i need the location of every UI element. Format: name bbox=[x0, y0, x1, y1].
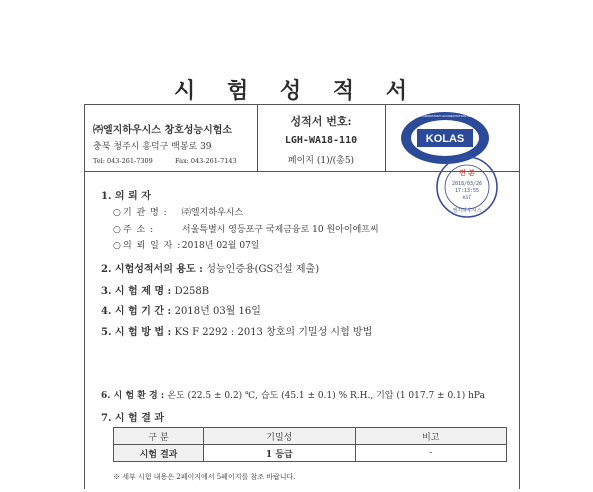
org-tel: Tel: 043-261-7309 bbox=[93, 157, 153, 165]
kolas-text: KOLAS bbox=[425, 133, 465, 145]
document-title: 시 험 성 적 서 bbox=[174, 78, 419, 104]
stamp-code: KST bbox=[462, 196, 472, 201]
section-client: 1. 의 뢰 자 bbox=[101, 191, 151, 202]
stamp-top: 진 본 bbox=[459, 169, 475, 177]
result-header-remark: 비고 bbox=[355, 428, 506, 445]
result-header-airtightness: 기밀성 bbox=[204, 428, 355, 445]
org-fax: Fax: 043-261-7143 bbox=[175, 157, 237, 165]
org-name: ㈜엘지하우시스 창호성능시험소 bbox=[93, 125, 233, 136]
section-environment: 6. 시 험 환 경 : 온도 (22.5 ± 0.2) ℃, 습도 (45.1 ± 0.1) % R.H., 기압 (1 017.7 ± 0.1) hPa bbox=[101, 391, 485, 401]
footnote: ※ 세부 시험 내용은 2페이지에서 5페이지를 참조 바랍니다. bbox=[113, 473, 296, 481]
result-row-value: 1 등급 bbox=[204, 445, 355, 462]
stamp-time: 17:13:55 bbox=[454, 188, 480, 194]
certification-stamp bbox=[435, 155, 499, 219]
client-field-address: ○ 주 소 : 서울특별시 영등포구 국제금융로 10 원아이에프씨 bbox=[113, 225, 379, 235]
org-address: 충북 청주시 흥덕구 백봉로 39 bbox=[93, 142, 212, 152]
kolas-ring-text: KOREA LABORATORY ACCREDITATION SCHEME bbox=[410, 114, 480, 118]
section-purpose: 2. 시험성적서의 용도 : 성능인증용(GS건설 제출) bbox=[101, 264, 320, 275]
report-number-label: 성적서 번호: bbox=[290, 115, 352, 128]
client-field-date: ○ 의 뢰 일 자 : 2018년 02월 07일 bbox=[113, 241, 260, 251]
client-field-org: ○ 기 관 명 : ㈜엘지하우시스 bbox=[113, 208, 244, 218]
result-row-label: 시험 결과 bbox=[114, 445, 204, 462]
section-method: 5. 시 험 방 법 : KS F 2292 : 2013 창호의 기밀성 시험 방법 bbox=[101, 327, 373, 338]
report-page: 페이지 (1)/(총5) bbox=[287, 156, 355, 166]
section-result: 7. 시 험 결 과 bbox=[101, 413, 165, 424]
report-number: LGH-WA18-110 bbox=[284, 135, 358, 146]
section-period: 4. 시 험 기 간 : 2018년 03월 16일 bbox=[101, 306, 261, 317]
section-product: 3. 시 험 제 명 : D258B bbox=[101, 286, 210, 297]
stamp-date: 2018/03/26 bbox=[451, 181, 483, 187]
report-frame bbox=[84, 104, 520, 489]
stamp-bottom: 엘지하우시스 bbox=[452, 208, 482, 214]
org-info bbox=[85, 105, 258, 171]
result-header-category: 구 분 bbox=[114, 428, 204, 445]
result-table bbox=[113, 427, 507, 462]
result-row-remark: - bbox=[355, 445, 506, 462]
report-info bbox=[257, 105, 386, 171]
